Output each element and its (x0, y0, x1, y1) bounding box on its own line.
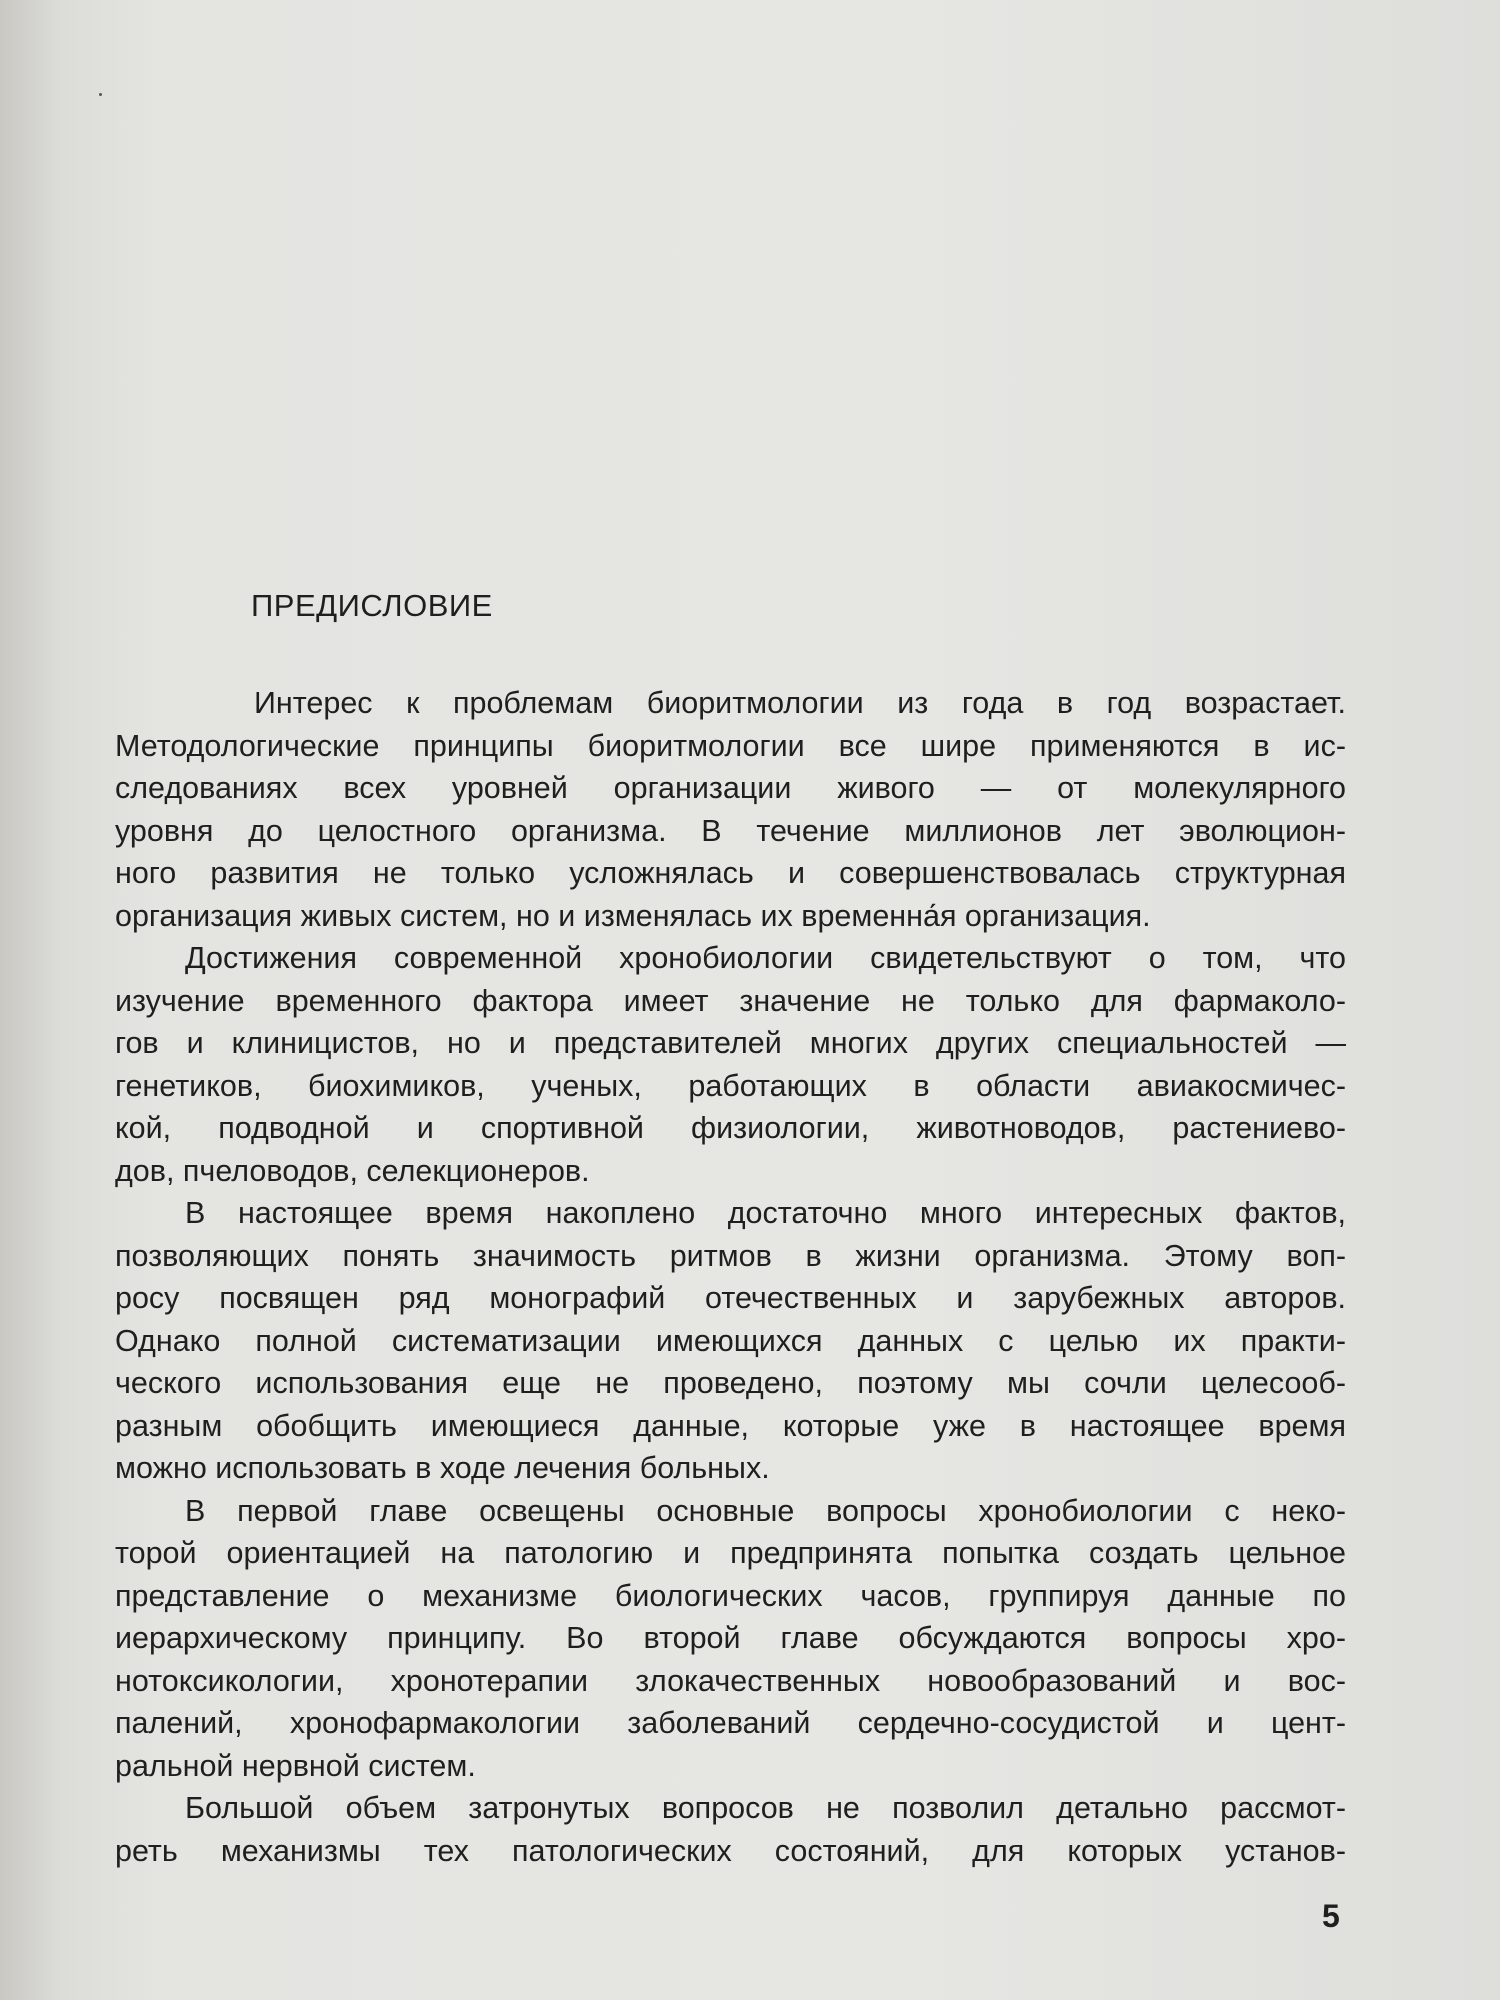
paragraph (115, 1787, 1346, 1872)
text-line: кой, подводной и спортивной физиологии, животноводов, растениево- (115, 1111, 1346, 1145)
text-line: реть механизмы тех патологических состояний, для которых установ- (115, 1833, 1346, 1868)
text-line: гов и клиницистов, но и представителей многих других специальностей — (115, 1026, 1346, 1060)
text-line: организация живых систем, но и изменялась их временна́я организация. (115, 898, 1151, 933)
paragraph (115, 1192, 1346, 1490)
text-line: палений, хронофармакологии заболеваний сердечно-сосудистой и цент- (115, 1706, 1346, 1740)
text-line: нотоксикологии, хронотерапии злокачественных новообразований и вос- (115, 1663, 1346, 1698)
text-line: следованиях всех уровней организации живого — от молекулярного (115, 771, 1346, 805)
text-line: торой ориентацией на патологию и предпринята попытка создать цельное (115, 1536, 1346, 1570)
text-line: генетиков, биохимиков, ученых, работающих в области авиакосмичес- (115, 1068, 1346, 1103)
text-line: дов, пчеловодов, селекционеров. (115, 1153, 590, 1188)
text-line: разным обобщить имеющиеся данные, которые уже в настоящее время (115, 1408, 1346, 1443)
page-number: 5 (1322, 1898, 1340, 1934)
text-line: ного развития не только усложнялась и совершенствовалась структурная (115, 856, 1346, 890)
text-line: уровня до целостного организма. В течение миллионов лет эволюцион- (115, 813, 1346, 848)
text-line: В первой главе освещены основные вопросы хронобиологии с неко- (185, 1493, 1346, 1528)
body-text (115, 682, 1346, 1872)
text-line: ральной нервной систем. (115, 1748, 476, 1783)
text-line: Большой объем затронутых вопросов не позволил детально рассмот- (185, 1791, 1346, 1825)
text-line: Достижения современной хронобиологии свидетельствуют о том, что (185, 941, 1346, 975)
text-line: Однако полной систематизации имеющихся данных с целью их практи- (115, 1323, 1346, 1358)
text-line: изучение временного фактора имеет значение не только для фармаколо- (115, 983, 1346, 1018)
section-heading: ПРЕДИСЛОВИЕ (251, 588, 493, 623)
paragraph (115, 1490, 1346, 1788)
text-line: росу посвящен ряд монографий отечественных и зарубежных авторов. (115, 1281, 1346, 1315)
text-line: позволяющих понять значимость ритмов в жизни организма. Этому воп- (115, 1238, 1346, 1273)
text-line: Интерес к проблемам биоритмологии из года в год возрастает. (254, 686, 1346, 720)
text-line: ческого использования еще не проведено, поэтому мы сочли целесооб- (115, 1366, 1346, 1400)
text-line: иерархическому принципу. Во второй главе обсуждаются вопросы хро- (115, 1621, 1346, 1655)
paragraph (115, 937, 1346, 1192)
text-line: Методологические принципы биоритмологии все шире применяются в ис- (115, 728, 1346, 763)
paragraph (115, 682, 1346, 937)
text-line: представление о механизме биологических часов, группируя данные по (115, 1578, 1346, 1613)
text-line: В настоящее время накоплено достаточно много интересных фактов, (185, 1196, 1346, 1230)
speck (99, 93, 102, 96)
text-line: можно использовать в ходе лечения больных. (115, 1451, 770, 1485)
